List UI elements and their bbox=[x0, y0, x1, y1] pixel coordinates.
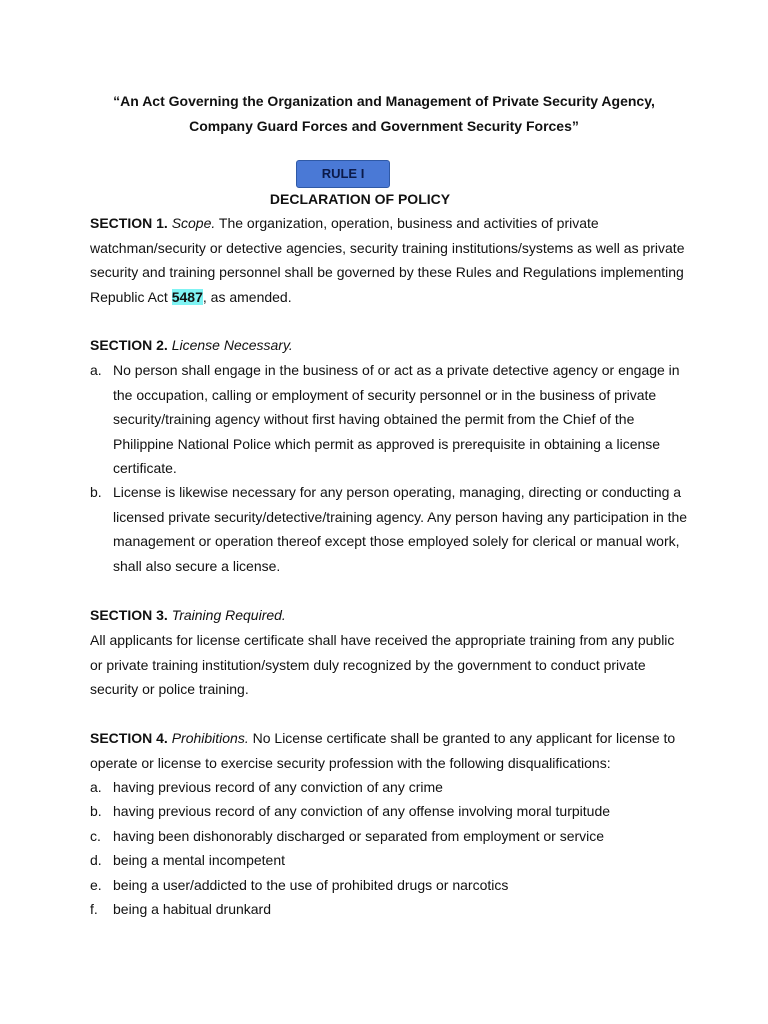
list-item-text: having previous record of any conviction of any offense involving moral turpitude bbox=[113, 803, 611, 819]
list-item-text: License is likewise necessary for any person operating, managing, directing or conducting a licensed private security/detective/training agency. Any person having any participation in the management or operation thereof except those employed solely for clerical or manual work, shall also secure a license. bbox=[113, 484, 688, 574]
list-item-text: being a habitual drunkard bbox=[113, 901, 272, 917]
highlighted-act-number: 5487 bbox=[171, 288, 203, 305]
section-heading: DECLARATION OF POLICY bbox=[269, 191, 451, 207]
list-item-label: e. bbox=[90, 877, 102, 893]
list-item-label: a. bbox=[90, 779, 102, 795]
list-item-label: a. bbox=[90, 362, 102, 378]
document-title-line-2: Company Guard Forces and Government Security Forces” bbox=[189, 118, 579, 134]
list-item bbox=[90, 873, 690, 898]
list-item-label: f. bbox=[90, 901, 98, 917]
list-item-label: c. bbox=[90, 828, 101, 844]
section-1-subtitle: Scope. bbox=[171, 215, 216, 231]
section-3-label: SECTION 3. bbox=[90, 607, 168, 623]
section-3-subtitle: Training Required. bbox=[171, 607, 286, 623]
section-4 bbox=[90, 726, 690, 775]
document-title-line-1: “An Act Governing the Organization and Management of Private Security Agency, bbox=[113, 93, 655, 109]
section-3-header bbox=[90, 603, 690, 628]
section-4-text: No License certificate shall be granted to any applicant for license to operate or license to exercise security profession with the following disqualifications: bbox=[90, 730, 676, 771]
list-item-text: having been dishonorably discharged or separated from employment or service bbox=[113, 828, 605, 844]
section-2-subtitle: License Necessary. bbox=[171, 337, 293, 353]
list-item-text: having previous record of any conviction of any crime bbox=[113, 779, 443, 795]
section-1 bbox=[90, 211, 690, 309]
list-item-label: d. bbox=[90, 852, 102, 868]
list-item-label: b. bbox=[90, 484, 102, 500]
list-item bbox=[90, 824, 690, 849]
section-4-label: SECTION 4. bbox=[90, 730, 168, 746]
section-1-text-end: , as amended. bbox=[202, 288, 292, 305]
list-item-label: b. bbox=[90, 803, 102, 819]
section-2-label: SECTION 2. bbox=[90, 337, 168, 353]
list-item bbox=[90, 358, 690, 481]
section-2-header bbox=[90, 333, 690, 358]
list-item bbox=[90, 848, 690, 873]
section-4-subtitle: Prohibitions. bbox=[171, 730, 249, 746]
rule-label-box: RULE I bbox=[296, 160, 390, 188]
list-item bbox=[90, 775, 690, 800]
list-item bbox=[90, 897, 690, 922]
list-item-text: being a user/addicted to the use of prohibited drugs or narcotics bbox=[113, 877, 509, 893]
list-item bbox=[90, 480, 690, 578]
section-1-label: SECTION 1. bbox=[90, 215, 168, 231]
section-1-text: The organization, operation, business and activities of private watchman/security or detective agencies, security training institutions/systems as well as private security and training personnel shall be governed by these Rules and Regulations implementing Republic Act bbox=[90, 215, 685, 305]
section-3-body: All applicants for license certificate shall have received the appropriate training from any public or private training institution/system duly recognized by the government to conduct private security or police training. bbox=[90, 632, 675, 697]
list-item-text: No person shall engage in the business of or act as a private detective agency or engage in the occupation, calling or employment of security personnel or in the business of private security/training agency without first having obtained the permit from the Chief of the Philippine National Police which permit as approved is prerequisite in obtaining a license certificate. bbox=[113, 362, 680, 476]
list-item-text: being a mental incompetent bbox=[113, 852, 285, 868]
list-item bbox=[90, 799, 690, 824]
